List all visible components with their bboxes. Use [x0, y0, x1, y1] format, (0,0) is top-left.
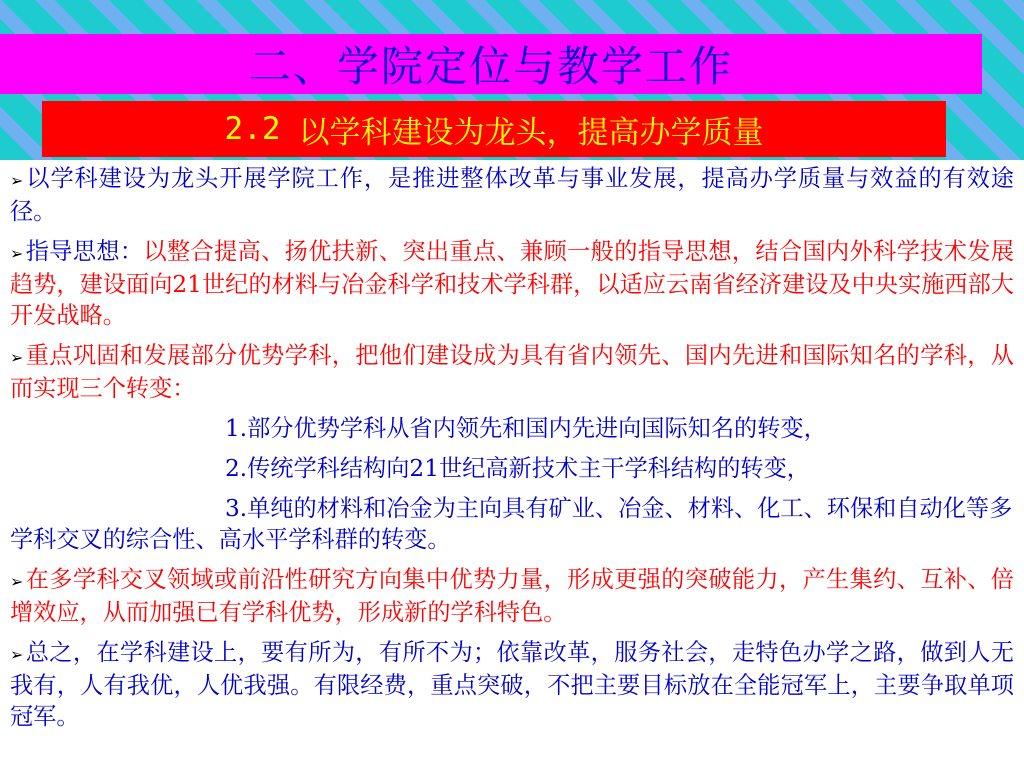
- bullet-arrow-icon: ➢: [10, 171, 24, 190]
- subtitle-bar: [42, 101, 946, 157]
- header-banner: [0, 0, 1024, 160]
- guiding-thought-label: 指导思想：: [25, 238, 144, 265]
- subtitle-number: 2.2: [224, 111, 281, 147]
- bullet-arrow-icon: ➢: [10, 244, 24, 263]
- paragraph-3-text: 重点巩固和发展部分优势学科，把他们建设成为具有省内领先、国内先进和国际知名的学科，从而实现三个转变：: [10, 342, 1014, 402]
- title-bar: [0, 34, 982, 94]
- bullet-arrow-icon: ➢: [10, 572, 24, 591]
- paragraph-5: [10, 637, 1014, 732]
- slide-body: [0, 163, 1024, 768]
- bullet-arrow-icon: ➢: [10, 348, 24, 367]
- transformation-item-2: 2.传统学科结构向21世纪高新技术主干学科结构的转变，: [225, 455, 810, 482]
- paragraph-2-text: 以整合提高、扬优扶新、突出重点、兼顾一般的指导思想，结合国内外科学技术发展趋势，建设面向21世纪的材料与冶金科学和技术学科群，以适应云南省经济建设及中央实施西部大开发战略。: [10, 238, 1015, 329]
- transformation-item-3: 3.单纯的材料和冶金为主向具有矿业、冶金、材料、化工、环保和自动化等多学科交叉的综合性、高水平学科群的转变。: [10, 495, 1013, 553]
- slide-subtitle: 以学科建设为龙头，提高办学质量: [298, 114, 764, 151]
- paragraph-5-text: 总之，在学科建设上，要有所为，有所不为；依靠改革，服务社会，走特色办学之路，做到人无我有，人有我优，人优我强。有限经费，重点突破，不把主要目标放在全能冠军上，主要争取单项冠军。: [10, 639, 1014, 730]
- paragraph-1-text: 以学科建设为龙头开展学院工作，是推进整体改革与事业发展，提高办学质量与效益的有效途径。: [10, 165, 1014, 225]
- bullet-arrow-icon: ➢: [10, 645, 24, 664]
- slide-title: 二、学院定位与教学工作: [248, 42, 733, 91]
- paragraph-4: [10, 564, 1014, 628]
- paragraph-4-text: 在多学科交叉领域或前沿性研究方向集中优势力量，形成更强的突破能力，产生集约、互补、倍增效应，从而加强已有学科优势，形成新的学科特色。: [10, 566, 1014, 626]
- paragraph-3: [10, 340, 1014, 404]
- transformation-item-1: 1.部分优势学科从省内领先和国内先进向国际知名的转变，: [225, 415, 827, 442]
- paragraph-1: [10, 163, 1014, 227]
- paragraph-2: [10, 236, 1014, 331]
